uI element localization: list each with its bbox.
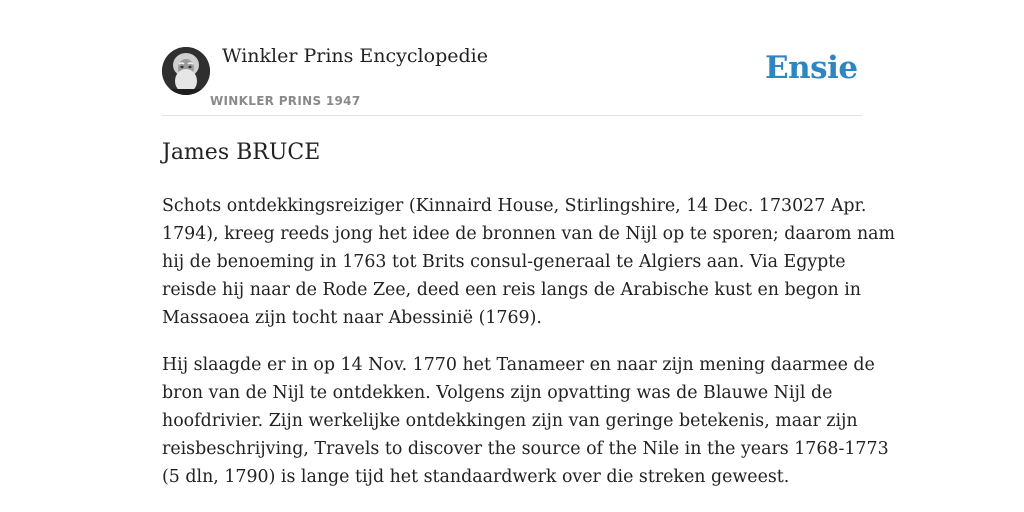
paragraph-line: Massaoea zijn tocht naar Abessinië (1769).: [162, 308, 542, 328]
paragraph-line: (5 dln, 1790) is lange tijd het standaardwerk over die streken geweest.: [162, 467, 790, 487]
header-divider: [162, 115, 862, 116]
article-paragraph-1: [162, 192, 896, 332]
paragraph-line: hoofdrivier. Zijn werkelijke ontdekkingen zijn van geringe betekenis, maar zijn: [162, 411, 858, 431]
brand-logo[interactable]: Ensie: [765, 50, 858, 86]
paragraph-line: Hij slaagde er in op 14 Nov. 1770 het Tanameer en naar zijn mening daarmee de: [162, 355, 875, 375]
article-paragraph-2: [162, 351, 889, 491]
paragraph-line: hij de benoeming in 1763 tot Brits consul-generaal te Algiers aan. Via Egypte: [162, 252, 846, 272]
source-subtitle[interactable]: WINKLER PRINS 1947: [210, 94, 361, 108]
paragraph-line: bron van de Nijl te ontdekken. Volgens zijn opvatting was de Blauwe Nijl de: [162, 383, 833, 403]
paragraph-line: reisde hij naar de Rode Zee, deed een reis langs de Arabische kust en begon in: [162, 280, 862, 300]
portrait-avatar-icon[interactable]: [162, 47, 210, 95]
source-title[interactable]: Winkler Prins Encyclopedie: [222, 45, 488, 67]
paragraph-line: reisbeschrijving, Travels to discover the source of the Nile in the years 1768-1773: [162, 439, 889, 459]
paragraph-line: Schots ontdekkingsreiziger (Kinnaird House, Stirlingshire, 14 Dec. 173027 Apr.: [162, 196, 867, 216]
paragraph-line: 1794), kreeg reeds jong het idee de bronnen van de Nijl op te sporen; daarom nam: [162, 224, 896, 244]
article-title: James BRUCE: [162, 140, 321, 165]
